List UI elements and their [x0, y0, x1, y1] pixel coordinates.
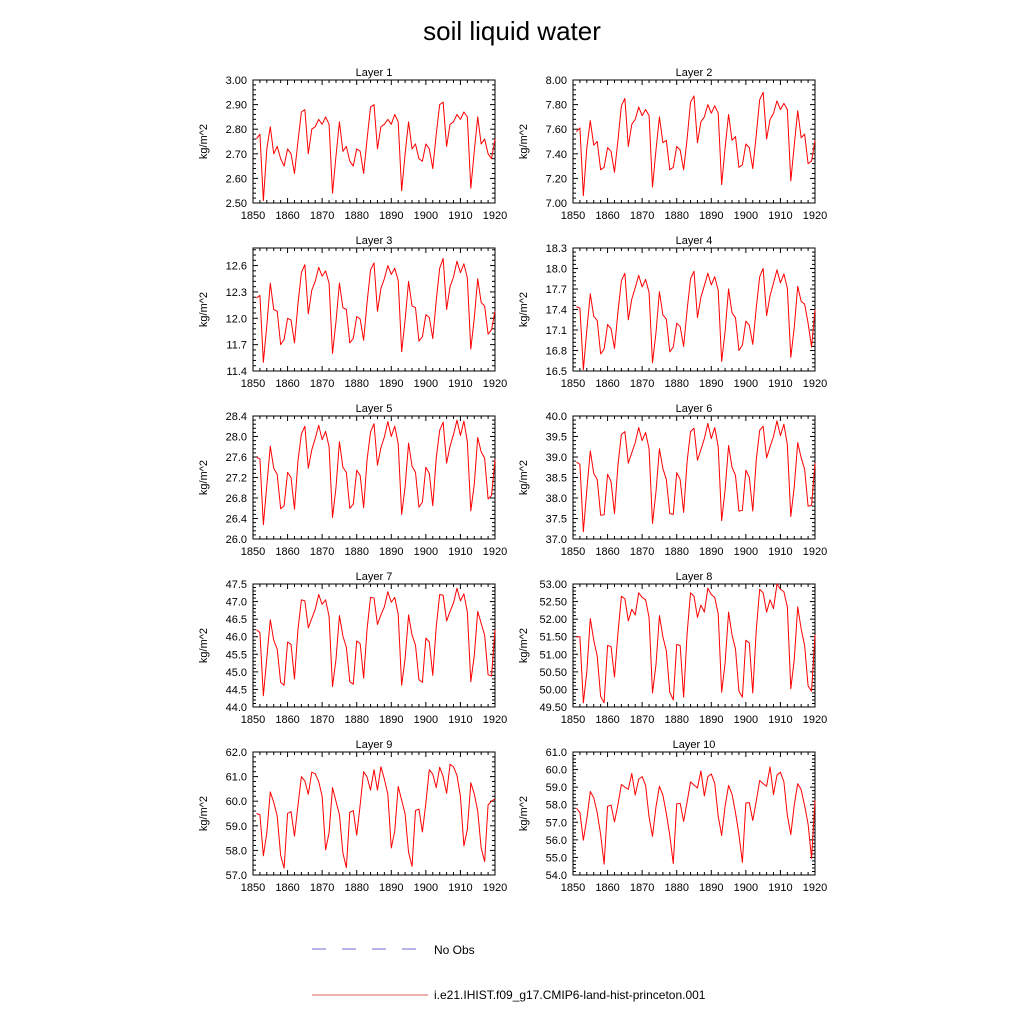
y-tick-label: 12.0 — [225, 313, 247, 326]
x-tick-label: 1850 — [560, 546, 586, 558]
x-tick-label: 1860 — [275, 210, 300, 222]
x-tick-label: 1920 — [482, 882, 508, 894]
x-tick-label: 1880 — [344, 210, 369, 222]
x-tick-label: 1850 — [560, 882, 586, 894]
x-tick-label: 1860 — [595, 378, 620, 390]
y-axis-label: kg/m^2 — [198, 291, 210, 328]
series-line — [256, 102, 495, 200]
x-tick-label: 1910 — [768, 882, 793, 894]
x-tick-label: 1900 — [733, 882, 759, 894]
x-tick-label: 1900 — [733, 378, 759, 390]
series-line — [576, 269, 815, 370]
x-tick-label: 1880 — [344, 882, 369, 894]
panel-title: Layer 10 — [672, 739, 716, 751]
y-tick-label: 46.0 — [225, 631, 247, 644]
y-tick-label: 27.2 — [225, 472, 247, 485]
x-tick-label: 1890 — [699, 378, 724, 390]
panel-title: Layer 1 — [355, 67, 393, 79]
x-tick-label: 1920 — [482, 546, 508, 558]
x-tick-label: 1920 — [482, 210, 508, 222]
y-tick-label: 17.7 — [545, 284, 567, 296]
x-tick-label: 1900 — [733, 546, 759, 558]
x-tick-label: 1850 — [240, 714, 266, 726]
y-tick-label: 54.0 — [545, 870, 567, 882]
x-tick-label: 1880 — [344, 546, 369, 558]
x-tick-label: 1900 — [733, 210, 759, 222]
y-tick-label: 26.0 — [225, 534, 247, 546]
x-tick-label: 1850 — [240, 882, 266, 894]
y-tick-label: 17.4 — [545, 304, 567, 317]
series-line — [256, 259, 495, 363]
y-tick-label: 2.90 — [225, 99, 247, 112]
y-tick-label: 11.7 — [226, 339, 247, 352]
x-tick-label: 1870 — [629, 210, 655, 222]
y-tick-label: 37.0 — [545, 534, 567, 546]
y-tick-label: 12.3 — [225, 286, 247, 299]
panel-layer-7 — [198, 571, 507, 726]
x-tick-label: 1880 — [344, 714, 369, 726]
y-tick-label: 57.0 — [545, 817, 567, 830]
x-tick-label: 1890 — [699, 714, 724, 726]
y-tick-label: 11.4 — [226, 366, 247, 378]
y-tick-label: 46.5 — [225, 614, 247, 627]
y-tick-label: 28.4 — [225, 411, 247, 423]
x-tick-label: 1880 — [664, 882, 689, 894]
x-tick-label: 1870 — [629, 882, 655, 894]
panel-layer-10 — [518, 739, 827, 894]
x-tick-label: 1880 — [664, 378, 689, 390]
y-tick-label: 62.0 — [225, 747, 247, 759]
y-tick-label: 16.8 — [545, 345, 567, 358]
y-tick-label: 16.5 — [545, 366, 567, 378]
x-tick-label: 1870 — [309, 210, 335, 222]
y-tick-label: 56.0 — [545, 834, 567, 847]
y-tick-label: 2.70 — [225, 148, 247, 161]
x-tick-label: 1860 — [595, 882, 620, 894]
y-tick-label: 55.0 — [545, 852, 567, 865]
y-tick-label: 8.00 — [545, 75, 567, 87]
panel-layer-5 — [198, 403, 507, 558]
y-axis-label: kg/m^2 — [518, 459, 530, 496]
x-tick-label: 1890 — [379, 546, 404, 558]
x-tick-label: 1920 — [802, 546, 828, 558]
panel-layer-8 — [518, 571, 827, 726]
x-tick-label: 1850 — [240, 378, 266, 390]
x-tick-label: 1900 — [413, 714, 439, 726]
y-tick-label: 40.0 — [545, 411, 567, 423]
x-tick-label: 1910 — [768, 714, 793, 726]
x-tick-label: 1860 — [275, 546, 300, 558]
x-tick-label: 1920 — [802, 882, 828, 894]
y-tick-label: 2.60 — [225, 173, 247, 186]
x-tick-label: 1850 — [560, 714, 586, 726]
panel-title: Layer 2 — [675, 67, 713, 79]
x-tick-label: 1920 — [482, 714, 508, 726]
panel-layer-2 — [518, 67, 827, 222]
y-tick-label: 45.5 — [225, 649, 247, 662]
y-tick-label: 17.1 — [545, 325, 567, 337]
y-tick-label: 51.00 — [539, 649, 567, 662]
series-line — [576, 421, 815, 532]
panel-title: Layer 8 — [675, 571, 713, 583]
series-line — [256, 588, 495, 696]
y-tick-label: 7.00 — [545, 198, 567, 210]
x-tick-label: 1860 — [275, 714, 300, 726]
series-line — [576, 584, 815, 703]
y-tick-label: 59.0 — [225, 820, 247, 833]
y-tick-label: 39.5 — [545, 431, 567, 444]
y-tick-label: 26.4 — [225, 513, 247, 526]
y-tick-label: 37.5 — [545, 513, 567, 526]
plot-frame — [253, 416, 495, 539]
y-axis-label: kg/m^2 — [518, 627, 530, 664]
x-tick-label: 1920 — [802, 714, 828, 726]
y-tick-label: 27.6 — [225, 452, 247, 464]
panels — [198, 67, 827, 894]
y-tick-label: 3.00 — [225, 75, 247, 87]
y-tick-label: 61.0 — [225, 771, 247, 784]
panel-layer-3 — [198, 235, 507, 390]
y-tick-label: 2.80 — [225, 124, 247, 137]
x-tick-label: 1850 — [240, 546, 266, 558]
panel-title: Layer 3 — [355, 235, 393, 247]
x-tick-label: 1920 — [802, 210, 828, 222]
x-tick-label: 1910 — [448, 546, 473, 558]
x-tick-label: 1870 — [629, 546, 655, 558]
y-tick-label: 2.50 — [225, 198, 247, 210]
x-tick-label: 1910 — [448, 378, 473, 390]
y-tick-label: 57.0 — [225, 870, 247, 882]
y-tick-label: 12.6 — [225, 260, 247, 273]
y-tick-label: 28.0 — [225, 431, 247, 444]
y-tick-label: 18.0 — [545, 263, 567, 276]
y-axis-label: kg/m^2 — [518, 123, 530, 160]
x-tick-label: 1890 — [699, 882, 724, 894]
x-tick-label: 1890 — [699, 210, 724, 222]
x-tick-label: 1900 — [413, 546, 439, 558]
panel-title: Layer 7 — [355, 571, 393, 583]
y-tick-label: 53.00 — [539, 579, 567, 591]
x-tick-label: 1890 — [379, 210, 404, 222]
x-tick-label: 1870 — [309, 546, 335, 558]
y-axis-label: kg/m^2 — [198, 795, 210, 832]
figure-title: soil liquid water — [423, 16, 601, 46]
y-tick-label: 18.3 — [545, 243, 567, 255]
legend — [312, 943, 706, 1002]
y-axis-label: kg/m^2 — [198, 123, 210, 160]
y-tick-label: 52.50 — [539, 596, 567, 609]
plot-frame — [573, 584, 815, 707]
legend-no-obs-label: No Obs — [434, 943, 475, 957]
x-tick-label: 1860 — [275, 378, 300, 390]
plot-frame — [573, 752, 815, 875]
y-axis-label: kg/m^2 — [198, 459, 210, 496]
x-tick-label: 1850 — [560, 378, 586, 390]
x-tick-label: 1910 — [448, 714, 473, 726]
panel-title: Layer 5 — [355, 403, 393, 415]
series-line — [256, 764, 495, 868]
x-tick-label: 1880 — [664, 210, 689, 222]
x-tick-label: 1860 — [595, 546, 620, 558]
y-tick-label: 38.0 — [545, 493, 567, 505]
x-tick-label: 1860 — [275, 882, 300, 894]
y-tick-label: 58.0 — [545, 799, 567, 812]
x-tick-label: 1910 — [448, 882, 473, 894]
x-tick-label: 1880 — [664, 546, 689, 558]
panel-layer-1 — [198, 67, 507, 222]
x-tick-label: 1920 — [482, 378, 508, 390]
series-line — [576, 92, 815, 195]
y-tick-label: 47.0 — [225, 596, 247, 609]
y-tick-label: 50.00 — [539, 684, 567, 697]
y-tick-label: 45.0 — [225, 666, 247, 679]
x-tick-label: 1870 — [309, 714, 335, 726]
series-line — [576, 767, 815, 864]
y-tick-label: 60.0 — [225, 796, 247, 809]
x-tick-label: 1880 — [344, 378, 369, 390]
x-tick-label: 1900 — [413, 378, 439, 390]
y-tick-label: 26.8 — [225, 493, 247, 505]
y-tick-label: 51.50 — [539, 631, 567, 644]
x-tick-label: 1860 — [595, 714, 620, 726]
y-axis-label: kg/m^2 — [518, 291, 530, 328]
x-tick-label: 1900 — [733, 714, 759, 726]
y-axis-label: kg/m^2 — [518, 795, 530, 832]
x-tick-label: 1910 — [768, 378, 793, 390]
panel-title: Layer 4 — [675, 235, 713, 247]
y-tick-label: 7.40 — [545, 148, 567, 161]
y-tick-label: 7.60 — [545, 124, 567, 137]
x-tick-label: 1910 — [768, 546, 793, 558]
y-tick-label: 60.0 — [545, 764, 567, 777]
x-tick-label: 1910 — [768, 210, 793, 222]
y-axis-label: kg/m^2 — [198, 627, 210, 664]
x-tick-label: 1850 — [560, 210, 586, 222]
plot-frame — [253, 80, 495, 203]
y-tick-label: 44.0 — [225, 702, 247, 714]
x-tick-label: 1890 — [379, 378, 404, 390]
y-tick-label: 49.50 — [539, 702, 567, 714]
x-tick-label: 1920 — [802, 378, 828, 390]
panel-title: Layer 9 — [355, 739, 393, 751]
y-tick-label: 59.0 — [545, 782, 567, 795]
panel-layer-4 — [518, 235, 827, 390]
x-tick-label: 1870 — [309, 378, 335, 390]
x-tick-label: 1890 — [379, 714, 404, 726]
x-tick-label: 1870 — [629, 378, 655, 390]
x-tick-label: 1910 — [448, 210, 473, 222]
x-tick-label: 1870 — [309, 882, 335, 894]
y-tick-label: 7.80 — [545, 99, 567, 112]
series-line — [256, 420, 495, 525]
x-tick-label: 1900 — [413, 210, 439, 222]
plot-frame — [253, 584, 495, 707]
plot-frame — [573, 248, 815, 371]
y-tick-label: 7.20 — [545, 173, 567, 186]
y-tick-label: 50.50 — [539, 666, 567, 679]
x-tick-label: 1860 — [595, 210, 620, 222]
y-tick-label: 38.5 — [545, 472, 567, 485]
y-tick-label: 44.5 — [225, 684, 247, 697]
x-tick-label: 1870 — [629, 714, 655, 726]
y-tick-label: 52.00 — [539, 614, 567, 627]
x-tick-label: 1880 — [664, 714, 689, 726]
panel-layer-9 — [198, 739, 507, 894]
x-tick-label: 1900 — [413, 882, 439, 894]
x-tick-label: 1890 — [379, 882, 404, 894]
y-tick-label: 61.0 — [545, 747, 567, 759]
x-tick-label: 1850 — [240, 210, 266, 222]
y-tick-label: 58.0 — [225, 845, 247, 858]
panel-layer-6 — [518, 403, 827, 558]
y-tick-label: 47.5 — [225, 579, 247, 591]
x-tick-label: 1890 — [699, 546, 724, 558]
legend-model-label: i.e21.IHIST.f09_g17.CMIP6-land-hist-princeton.001 — [434, 988, 706, 1002]
y-tick-label: 39.0 — [545, 452, 567, 464]
panel-title: Layer 6 — [675, 403, 713, 415]
